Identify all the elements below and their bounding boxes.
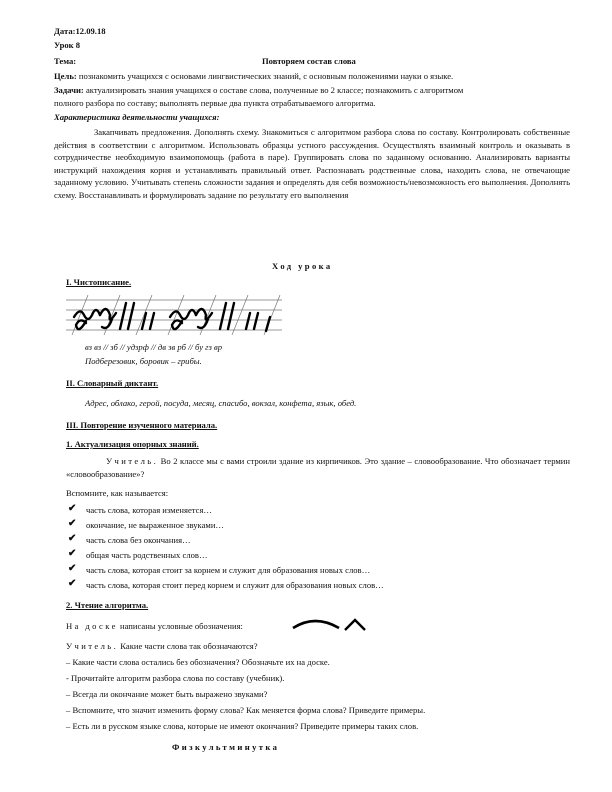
teacher-label-2: Учитель. — [66, 641, 119, 651]
question-line: – Всегда ли окончание может быть выражено звуками? — [66, 689, 268, 699]
topic-title: Повторяем состав слова — [262, 56, 356, 66]
morpheme-symbols — [283, 612, 373, 636]
teacher-intro-text: Во 2 классе мы с вами строили здание из кирпичиков. Это здание – словообразование. Что обозначает термин «словообразование»? — [66, 456, 570, 479]
question-line: – Вспомните, что значит изменить форму слова? Как меняется форма слова? Приведите примеры. — [66, 705, 426, 715]
suffix-caret-icon — [345, 620, 365, 630]
section-3-heading: III. Повторение изученного материала. — [66, 420, 218, 430]
lesson-number: Урок 8 — [54, 40, 81, 50]
physical-break-heading: Физкультминутка — [172, 742, 280, 752]
check-icon: ✔ — [68, 563, 77, 574]
list-item: часть слова, которая стоит за корнем и служит для образования новых слов… — [86, 565, 371, 575]
subsection-1-heading: 1. Актуализация опорных знаний. — [66, 439, 199, 449]
check-icon: ✔ — [68, 533, 77, 544]
section-2-heading: II. Словарный диктант. — [66, 378, 159, 388]
calligraphy-sample — [66, 295, 282, 335]
list-item: часть слова без окончания… — [86, 535, 191, 545]
list-item: общая часть родственных слов… — [86, 550, 208, 560]
topic-label: Тема: — [54, 56, 77, 66]
tasks-line — [54, 85, 463, 96]
question-line: – Есть ли в русском языке слова, которые не имеют окончания? Приведите примеры таких слов. — [66, 721, 419, 731]
check-icon: ✔ — [68, 578, 77, 589]
board-text: написаны условные обозначения: — [120, 621, 243, 631]
subsection-2-heading: 2. Чтение алгоритма. — [66, 600, 149, 610]
copy-sentence: Подберезовик, боровик – грибы. — [85, 356, 202, 366]
goal-line — [54, 71, 453, 82]
letter-combinations: вз вз // зб // удзрф // дв зв рб // бу гз вр — [85, 342, 223, 352]
activity-paragraph: Закапчивать предложения. Дополнять схему. Знакомиться с алгоритмом разбора слова по составу. Контролировать собственные действия в соответствии с алгоритмом. Использовать образцы устного рассуждения. Осуществлять взаимный контроль и оказывать в сотрудничестве необходимую взаимопомощь (работа в паре). Группировать слова по заданному основанию. Анализировать варианты инструкций нахождения корня и устанавливать правильный ответ. Распознавать родственные слова, находить слова, не отвечающие заданному условию. Учитывать степень сложности задания и определять для себя возможность/невозможность его выполнения. Дополнять схему. Восстанавливать и формулировать задание по результату его выполнения — [54, 127, 570, 200]
goal-text: познакомить учащихся с основами лингвистических знаний, с основным положениями науки о языке. — [78, 71, 454, 81]
check-icon: ✔ — [68, 518, 77, 529]
board-line — [66, 621, 243, 632]
list-item: часть слова, которая изменяется… — [86, 505, 213, 515]
board-label: На доске — [66, 621, 118, 631]
teacher-label: Учитель. — [106, 456, 159, 466]
activity-heading: Характеристика деятельности учащихся: — [54, 112, 220, 122]
question-line: – Какие части слова остались без обозначения? Обозначьте их на доске. — [66, 657, 330, 667]
tasks-text-1: актуализировать знания учащихся о составе слова, полученные во 2 классе; познакомить с алгоритмом — [85, 85, 464, 95]
lesson-date: Дата:12.09.18 — [54, 26, 106, 36]
list-item: часть слова, которая стоит перед корнем и служит для образования новых слов… — [86, 580, 384, 590]
question-line: - Прочитайте алгоритм разбора слова по составу (учебник). — [66, 673, 285, 683]
check-icon: ✔ — [68, 503, 77, 514]
list-item: окончание, не выраженное звуками… — [86, 520, 225, 530]
root-arc-icon — [293, 621, 339, 628]
tasks-label: Задачи: — [54, 85, 84, 95]
teacher-intro — [66, 455, 570, 480]
goal-label: Цель: — [54, 71, 77, 81]
dictation-words: Адрес, облако, герой, посуда, месяц, спасибо, вокзал, конфета, язык, обед. — [85, 398, 357, 408]
lesson-course-heading: Ход урока — [272, 261, 333, 271]
teacher-question: Какие части слова так обозначаются? — [120, 641, 258, 651]
section-1-heading: I. Чистописание. — [66, 277, 132, 287]
teacher-question-line — [66, 641, 258, 652]
check-icon: ✔ — [68, 548, 77, 559]
remember-prompt: Вспомните, как называется: — [66, 488, 169, 498]
tasks-text-2: полного разбора по составу; выполнять первые два пункта отрабатываемого алгоритма. — [54, 98, 376, 108]
